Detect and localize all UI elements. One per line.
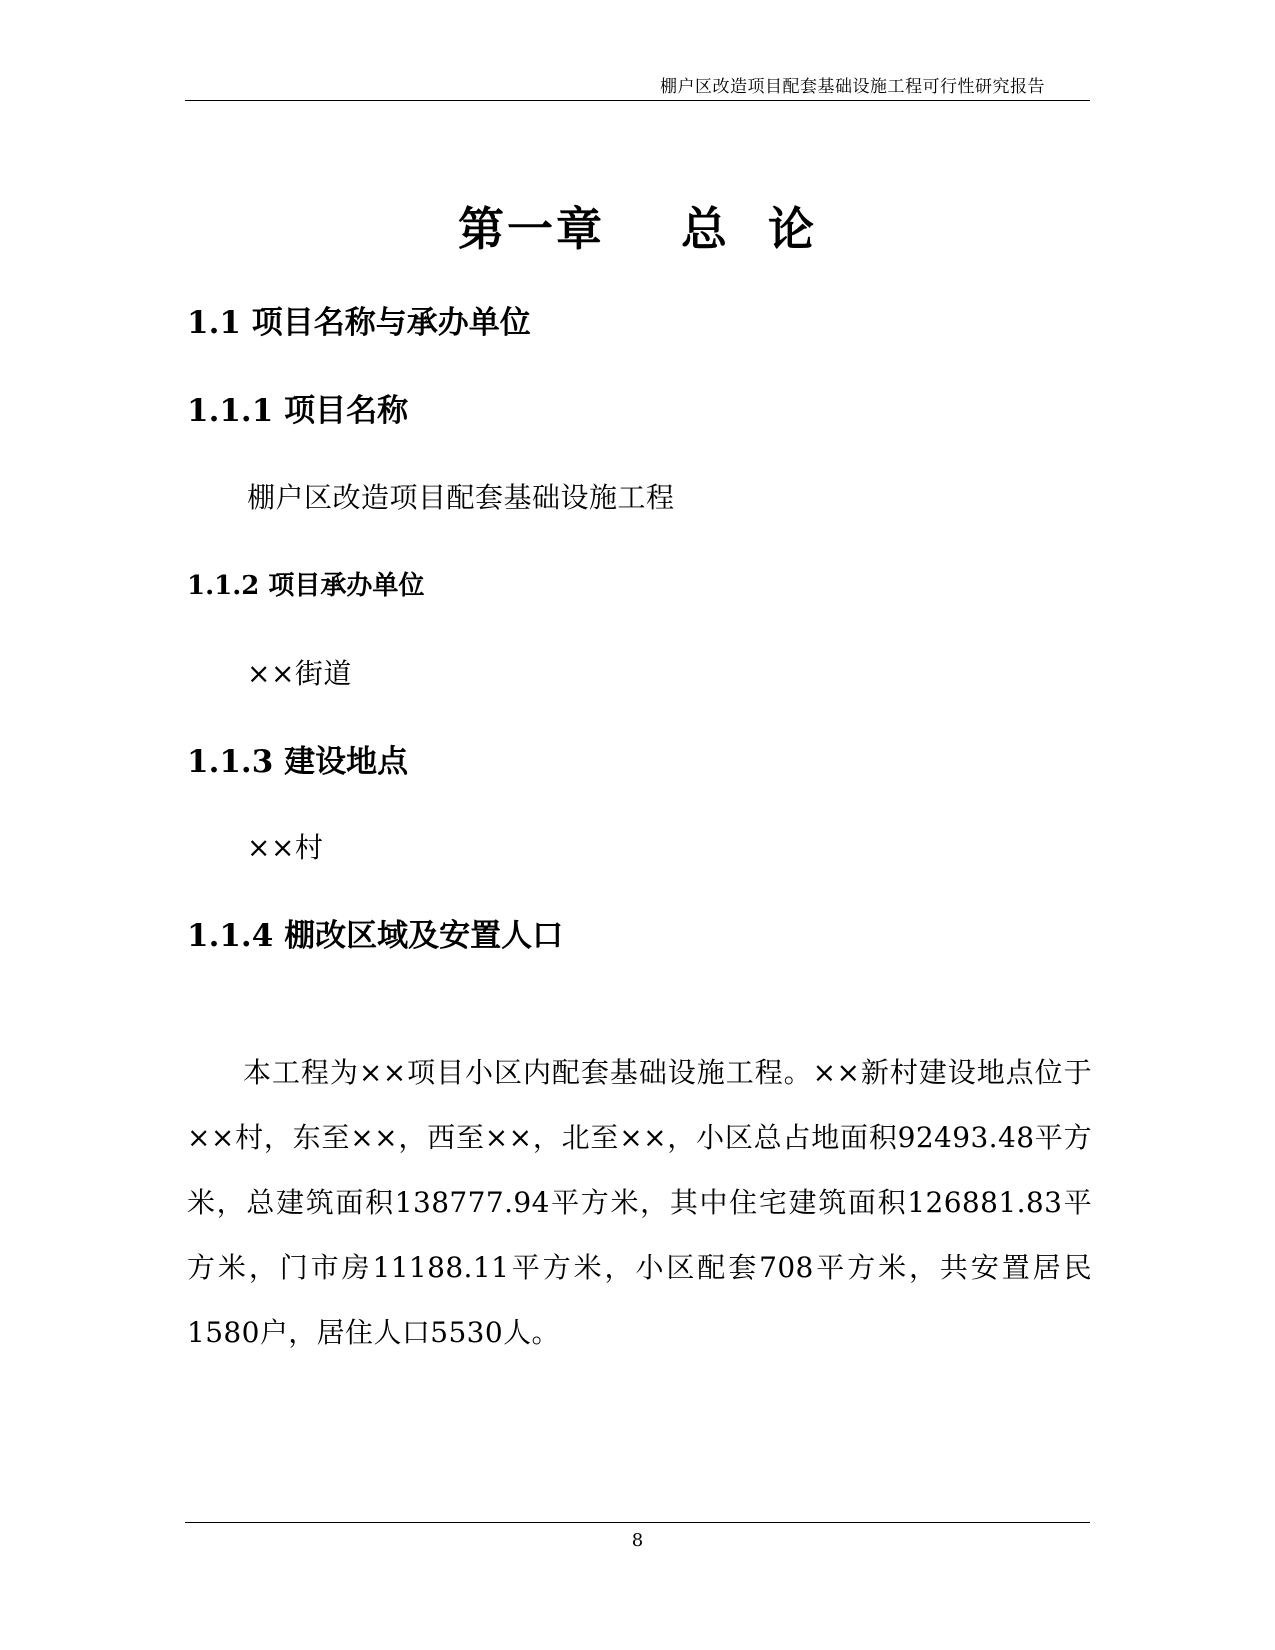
- resettlement-paragraph: 本工程为××项目小区内配套基础设施工程。××新村建设地点位于××村，东至××，西至××，北至××，小区总占地面积92493.48平方米，总建筑面积138777.94平方米，其中住宅建筑面积126881.83平方米，门市房11188.11平方米，小区配套708平方米，共安置居民1580户，居住人口5530人。: [187, 1056, 1092, 1349]
- footer-rule: [185, 1522, 1090, 1523]
- running-header: 棚户区改造项目配套基础设施工程可行性研究报告: [660, 77, 1045, 97]
- construction-site-text: ××村: [247, 831, 324, 864]
- page-number: 8: [631, 1530, 644, 1551]
- section-heading-1-1-2: 1.1.2 项目承办单位: [187, 571, 425, 601]
- chapter-title: 第一章 总 论: [457, 202, 818, 256]
- section-heading-1-1-4: 1.1.4 棚改区域及安置人口: [187, 918, 564, 954]
- section-heading-1-1-3: 1.1.3 建设地点: [187, 744, 409, 780]
- undertaking-unit-text: ××街道: [247, 657, 352, 690]
- section-heading-1-1: 1.1 项目名称与承办单位: [187, 305, 531, 341]
- section-heading-1-1-1: 1.1.1 项目名称: [187, 393, 409, 429]
- project-name-text: 棚户区改造项目配套基础设施工程: [247, 481, 675, 514]
- header-rule: [185, 100, 1090, 101]
